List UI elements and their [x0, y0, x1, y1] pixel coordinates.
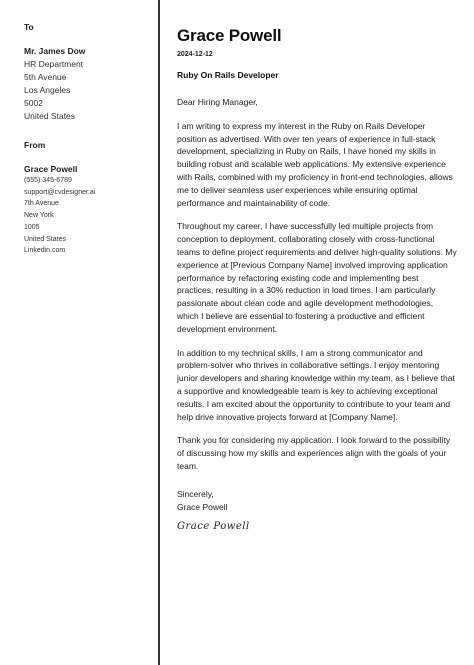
handwritten-signature: Grace Powell: [177, 521, 250, 533]
recipient-street: 5th Avenue: [24, 72, 67, 82]
paragraph-2: Throughout my career, I have successfully led multiple projects from conception to deployment, collaborating closely with cross-functional teams to define project requirements and deliver high-quality solutions. My experience at [Previous Company Name] involved improving application performance by refactoring existing code and implementing best practices, resulting in a 30% reduction in load times. I am particularly passionate about clean code and agile development methodologies, which I believe are essential to fostering a productive and efficient development environment.: [177, 221, 457, 334]
recipient-department: HR Department: [24, 59, 84, 69]
paragraph-4: Thank you for considering my application. I look forward to the possibility of discussing how my skills and experiences align with the goals of your team.: [177, 435, 451, 471]
letter-date: 2024-12-12: [177, 51, 213, 58]
greeting: Dear Hiring Manager,: [177, 97, 258, 107]
job-title: Ruby On Rails Developer: [177, 70, 279, 80]
paragraph-3: In addition to my technical skills, I am a strong communicator and problem-solver who thrives in collaborative settings. I enjoy mentoring junior developers and sharing knowledge within my team, as I believe that a supportive and knowledgeable team is key to achieving exceptional results. I am excited about the opportunity to contribute to your team and help drive innovative projects forward at [Company Name].: [177, 347, 455, 422]
from-heading: From: [24, 140, 46, 150]
sidebar: [0, 0, 158, 665]
closing-name: Grace Powell: [177, 501, 228, 512]
recipient-country: United States: [24, 111, 76, 121]
sender-linkedin: Linkedin.com: [24, 247, 66, 255]
sender-email: support@cvdesigner.ai: [24, 188, 96, 196]
sender-name: Grace Powell: [24, 164, 78, 174]
sender-city: New York: [24, 212, 54, 220]
recipient-postcode: 5002: [24, 98, 43, 108]
sender-postcode: 1005: [24, 223, 40, 231]
paragraph-1: I am writing to express my interest in the Ruby on Rails Developer position as advertised. With over ten years of experience in full-stack development, specializing in Ruby on Rails, I have honed my skills in building robust and scalable web applications. My extensive experience with Rails, combined with my proficiency in front-end technologies, allows me to deliver seamless user experiences while ensuring optimal performance and maintainability of code.: [177, 120, 453, 208]
vertical-divider: [158, 0, 160, 665]
recipient-city: Los Angeles: [24, 85, 71, 95]
recipient-name: Mr. James Dow: [24, 46, 86, 56]
sender-country: United States: [24, 235, 67, 243]
letter-body: [177, 26, 457, 532]
sender-street: 7th Avenue: [24, 200, 59, 208]
sender-phone: (555) 345-6789: [24, 177, 72, 184]
closing-phrase: Sincerely,: [177, 488, 214, 499]
to-heading: To: [24, 22, 34, 32]
applicant-name: Grace Powell: [177, 26, 282, 45]
closing: [177, 488, 457, 514]
